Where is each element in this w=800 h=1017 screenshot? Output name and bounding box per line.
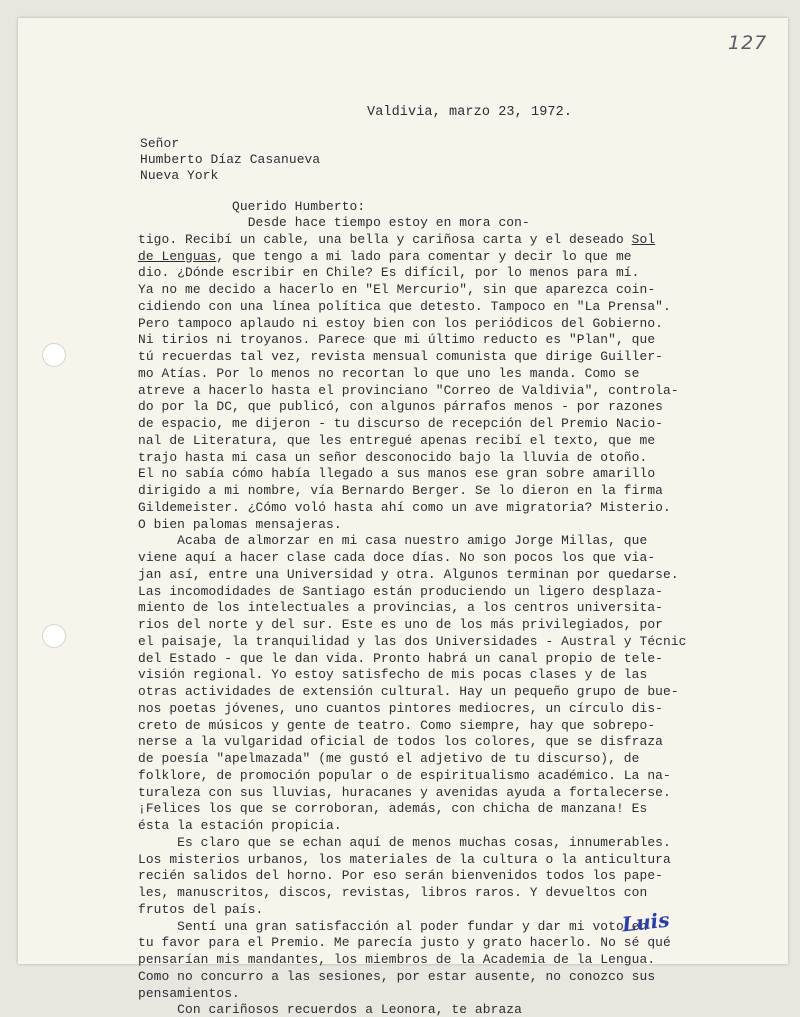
letter-line: tu favor para el Premio. Me parecía justo y grato hacerlo. No sé qué bbox=[138, 935, 671, 951]
letter-line: de espacio, me dijeron - tu discurso de recepción del Premio Nacio- bbox=[138, 416, 663, 431]
letter-line: Con cariñosos recuerdos a Leonora, te abraza bbox=[138, 1002, 522, 1017]
recipient-city: Nueva York bbox=[140, 168, 219, 183]
letter-greeting: Querido Humberto: bbox=[232, 199, 366, 214]
letter-date: Valdivia, marzo 23, 1972. bbox=[367, 105, 573, 120]
letter-line: Es claro que se echan aquí de menos muchas cosas, innumerables. bbox=[138, 834, 671, 850]
letter-line: de Lenguas, que tengo a mi lado para comentar y decir lo que me bbox=[138, 248, 632, 264]
letter-line: El no sabía cómo había llegado a sus manos ese gran sobre amarillo bbox=[138, 466, 656, 482]
letter-line: jan así, entre una Universidad y otra. Algunos terminan por quedarse. bbox=[138, 566, 679, 582]
letter-line: otras actividades de extensión cultural. Hay un pequeño grupo de bue- bbox=[138, 684, 679, 699]
letter-line: rios del norte y del sur. Este es uno de los más privilegiados, por bbox=[138, 617, 663, 632]
book-title-underline: Sol bbox=[631, 231, 656, 247]
letter-line: turaleza con sus lluvias, huracanes y avenidas ayuda a fortalecerse. bbox=[138, 784, 671, 800]
letter-line: Acaba de almorzar en mi casa nuestro amigo Jorge Millas, que bbox=[138, 533, 648, 549]
letter-line: folklore, de promoción popular o de espiritualismo académico. La na- bbox=[138, 767, 671, 783]
letter-line: Como no concurro a las sesiones, por estar ausente, no conozco sus bbox=[138, 968, 656, 984]
punch-hole-lower bbox=[42, 624, 66, 648]
letter-line: mo Atías. Por lo menos no recortan lo que uno les manda. Como se bbox=[138, 365, 640, 381]
letter-line: del Estado - que le dan vida. Pronto habrá un canal propio de tele- bbox=[138, 650, 663, 666]
letter-line: dirigido a mi nombre, vía Bernardo Berger. Se lo dieron en la firma bbox=[138, 483, 663, 498]
letter-line: do por la DC, que publicó, con algunos párrafos menos - por razones bbox=[138, 399, 663, 415]
letter-line: miento de los intelectuales a provincias, a los centros universita- bbox=[138, 600, 663, 616]
letter-line: les, manuscritos, discos, revistas, libros raros. Y devueltos con bbox=[138, 885, 648, 900]
letter-line: el paisaje, la tranquilidad y las dos Universidades - Austral y Técnic bbox=[138, 633, 687, 649]
letter-line: tú recuerdas tal vez, revista mensual comunista que dirige Guiller- bbox=[138, 349, 663, 364]
handwritten-signature: Luis bbox=[620, 907, 671, 937]
letter-line: Sentí una gran satisfacción al poder fundar y dar mi voto en bbox=[138, 918, 648, 934]
letter-line: Pero tampoco aplaudo ni estoy bien con los periódicos del Gobierno. bbox=[138, 315, 663, 331]
punch-hole-upper bbox=[42, 343, 66, 367]
letter-line: visión regional. Yo estoy satisfecho de mis pocas clases y de las bbox=[138, 667, 648, 683]
letter-line: Desde hace tiempo estoy en mora con- bbox=[138, 215, 530, 230]
letter-line: recién salidos del horno. Por eso serán bienvenidos todos los pape- bbox=[138, 868, 663, 884]
letter-line: viene aquí a hacer clase cada doce días. No son pocos los que via- bbox=[138, 550, 656, 565]
letter-line: atreve a hacerlo hasta el provinciano "Correo de Valdivia", controla- bbox=[138, 382, 679, 398]
letter-line: cidiendo con una línea política que detesto. Tampoco en "La Prensa". bbox=[138, 298, 671, 314]
letter-line: Ni tirios ni troyanos. Parece que mi último reducto es "Plan", que bbox=[138, 332, 656, 348]
letter-line: nerse a la vulgaridad oficial de todos los colores, que se disfraza bbox=[138, 734, 663, 750]
recipient-title: Señor bbox=[140, 136, 180, 151]
letter-line: dio. ¿Dónde escribir en Chile? Es difícil, por lo menos para mí. bbox=[138, 265, 640, 281]
letter-line: Las incomodidades de Santiago están produciendo un ligero desplaza- bbox=[138, 583, 663, 599]
recipient-name: Humberto Díaz Casanueva bbox=[140, 152, 321, 167]
letter-line: Gildemeister. ¿Cómo voló hasta ahí como un ave migratoria? Misterio. bbox=[138, 499, 671, 515]
letter-line: frutos del país. bbox=[138, 901, 264, 917]
letter-line: creto de músicos y gente de teatro. Como siempre, hay que sobrepo- bbox=[138, 717, 656, 733]
letter-line: Ya no me decido a hacerlo en "El Mercurio", sin que aparezca coin- bbox=[138, 282, 656, 297]
folio-number: 127 bbox=[728, 32, 768, 54]
letter-line: ésta la estación propicia. bbox=[138, 818, 342, 833]
letter-line: ¡Felices los que se corroboran, además, con chicha de manzana! Es bbox=[138, 801, 648, 817]
letter-line: tigo. Recibí un cable, una bella y cariñosa carta y el deseado Sol bbox=[138, 231, 656, 247]
book-title-underline: de Lenguas bbox=[138, 248, 217, 264]
letter-line: trajo hasta mi casa un señor desconocido bajo la lluvia de otoño. bbox=[138, 449, 648, 465]
letter-line: nos poetas jóvenes, uno cuantos pintores mediocres, un círculo dis- bbox=[138, 700, 663, 716]
letter-line: de poesía "apelmazada" (me gustó el adjetivo de tu discurso), de bbox=[138, 751, 640, 766]
letter-line: Los misterios urbanos, los materiales de la cultura o la anticultura bbox=[138, 851, 671, 867]
letter-line: O bien palomas mensajeras. bbox=[138, 516, 342, 532]
letter-line: pensarían mis mandantes, los miembros de la Academia de la Lengua. bbox=[138, 952, 656, 967]
letter-line: nal de Literatura, que les entregué apenas recibí el texto, que me bbox=[138, 432, 656, 448]
letter-line: pensamientos. bbox=[138, 985, 240, 1001]
